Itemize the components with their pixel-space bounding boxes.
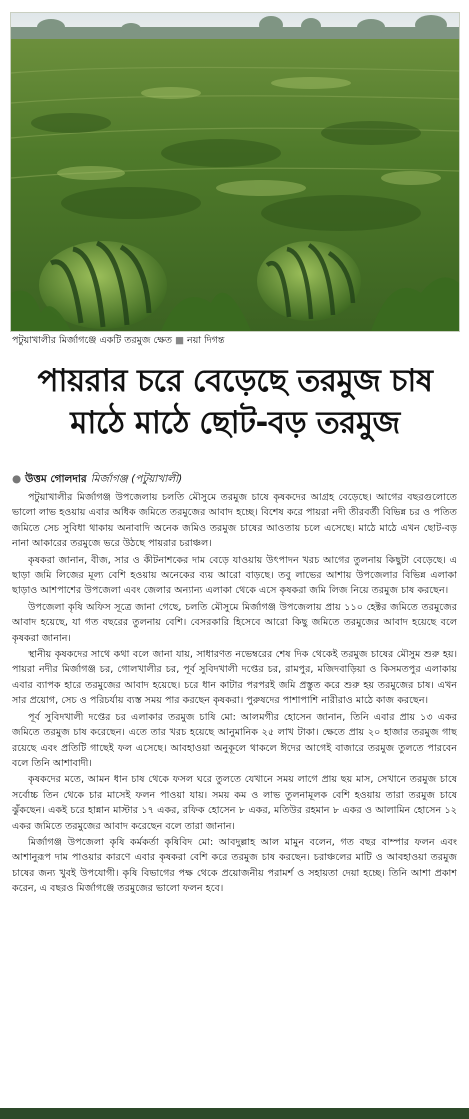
byline-location: মির্জাগঞ্জ (পটুয়াখালী) — [90, 473, 183, 485]
article-paragraph: পূর্ব সুবিদখালী দপ্তের চর এলাকার তরমুজ চাষি মো: আলমগীর হোসেন জানান, তিনি এবার প্রায় ১৩ একর জমিতে তরমুজ চাষ করেছেন। এতে তার খরচ হয়েছে আনুমানিক ২৫ লাখ টাকা। ক্ষেতে প্রায় ২০ হাজার তরমুজ গাছ রয়েছে এবং প্রতিটি গাছেই ফল এসেছে। আবহাওয়া অনুকূলে থাকলে ঈদের আগেই বাজারে তরমুজ তুলতে পারবেন বলে তিনি আশাবাদী। — [12, 711, 457, 769]
photo-caption — [12, 334, 457, 348]
caption-separator: ■ — [175, 335, 185, 346]
article-paragraph: মির্জাগঞ্জ উপজেলা কৃষি কর্মকর্তা কৃষিবিদ মো: আবদুল্লাহ আল মামুন বলেন, গত বছর বাম্পার ফলন এবং আশানুরূপ দাম পাওয়ার কারণে এবার কৃষকরা বেশি করে তরমুজ চাষ করছেন। চরাঞ্চলের মাটি ও আবহাওয়া তরমুজ চাষের জন্য খুবই উপযোগী। কৃষি বিভাগের পক্ষ থেকে প্রয়োজনীয় পরামর্শ ও সহায়তা দেয়া হচ্ছে। তিনি আশা প্রকাশ করেন, এ বছরও মির্জাগঞ্জে তরমুজের ভালো ফলন হবে। — [12, 836, 457, 895]
caption-text: পটুয়াখালীর মির্জাগঞ্জে একটি তরমুজ ক্ষেত — [12, 335, 173, 346]
headline — [10, 360, 460, 444]
byline-author: উত্তম গোলদার — [25, 473, 87, 485]
watermelon-field-photo — [10, 12, 460, 332]
bottom-rule — [0, 1108, 469, 1119]
field-illustration — [11, 13, 459, 331]
headline-line-1: পায়রার চরে বেড়েছে তরমুজ চাষ — [37, 363, 433, 399]
bullet-icon: ● — [12, 473, 22, 485]
byline — [12, 472, 457, 486]
watermelon-right — [257, 241, 361, 321]
headline-line-2: মাঠে মাঠে ছোট-বড় তরমুজ — [70, 405, 400, 441]
article-body — [12, 490, 457, 1105]
article-paragraph: পটুয়াখালীর মির্জাগঞ্জ উপজেলায় চলতি মৌসুমে তরমুজ চাষে কৃষকদের আগ্রহ বেড়েছে। আগের বছরগুলোতে ভালো লাভ হওয়ায় এবার অধিক জমিতে তরমুজের আবাদ হচ্ছে। বিশেষ করে পায়রা নদী তীরবর্তী বিভিন্ন চর ও পতিত জমিতে সেচ সুবিধা থাকায় অনাবাদি অনেক জমিও তরমুজ চাষের আওতায় চলে এসেছে। মাঠে মাঠে এখন ছোট-বড় নানা আকারের তরমুজে ভরে উঠছে পায়রার চরাঞ্চল। — [12, 492, 457, 550]
article-paragraph: উপজেলা কৃষি অফিস সূত্রে জানা গেছে, চলতি মৌসুমে মির্জাগঞ্জ উপজেলায় প্রায় ১১০ হেক্টর জমিতে তরমুজের আবাদ হয়েছে, যা গত বছরের তুলনায় বেশি। বেসরকারি হিসেবে আরো কিছু জমিতে তরমুজের আবাদ হয়েছে বলে কৃষকরা জানান। — [12, 601, 457, 644]
article-paragraph: স্থানীয় কৃষকদের সাথে কথা বলে জানা যায়, সাধারণত নভেম্বরের শেষ দিক থেকেই তরমুজ চাষের মৌসুম শুরু হয়। পায়রা নদীর মির্জাগঞ্জ চর, গোলখালীর চর, পূর্ব সুবিদখালী দপ্তের চর, রামপুর, মজিদবাড়িয়া ও কিসমতপুর এলাকায় এবার ব্যাপক হারে তরমুজের আবাদ হয়েছে। চরে ধান কাটার পরপরই জমি প্রস্তুত করে শুরু হয় তরমুজের চাষ। এখন সার প্রয়োগ, সেচ ও পরিচর্যায় ব্যস্ত সময় পার করছেন কৃষকরা। পুরুষদের পাশাপাশি নারীরাও মাঠে কাজ করছেন। — [12, 649, 457, 707]
article-paragraph: কৃষকদের মতে, আমন ধান চাষ থেকে ফসল ঘরে তুলতে যেখানে সময় লাগে প্রায় ছয় মাস, সেখানে তরমুজ চাষে সর্বোচ্চ তিন থেকে চার মাসেই ফলন পাওয়া যায়। সময় কম ও লাভ তুলনামূলক বেশি হওয়ায় তারা তরমুজ চাষে ঝুঁকছেন। একই চরে হান্নান মাস্টার ১৭ একর, রফিক হোসেন ৮ একর, মতিউর রহমান ৮ একর ও আলামিন হোসেন ১২ একর জমিতে তরমুজের আবাদ করেছেন বলে তারা জানান। — [12, 774, 457, 832]
photo-credit: নয়া দিগন্ত — [187, 335, 225, 346]
article-paragraph: কৃষকরা জানান, বীজ, সার ও কীটনাশকের দাম বেড়ে যাওয়ায় উৎপাদন খরচ আগের তুলনায় কিছুটা বেড়েছে। এ ছাড়া জমি লিজের মূল্য বেশি হওয়ায় অনেকের ব্যয় আরো বাড়ছে। তবু লাভের আশায় উপজেলার বিভিন্ন এলাকা ছাড়াও আশপাশের উপজেলা এবং জেলার অন্যান্য এলাকা থেকে এসে কৃষকরা জমি লিজ নিয়ে তরমুজ চাষ করছেন। — [12, 554, 457, 597]
